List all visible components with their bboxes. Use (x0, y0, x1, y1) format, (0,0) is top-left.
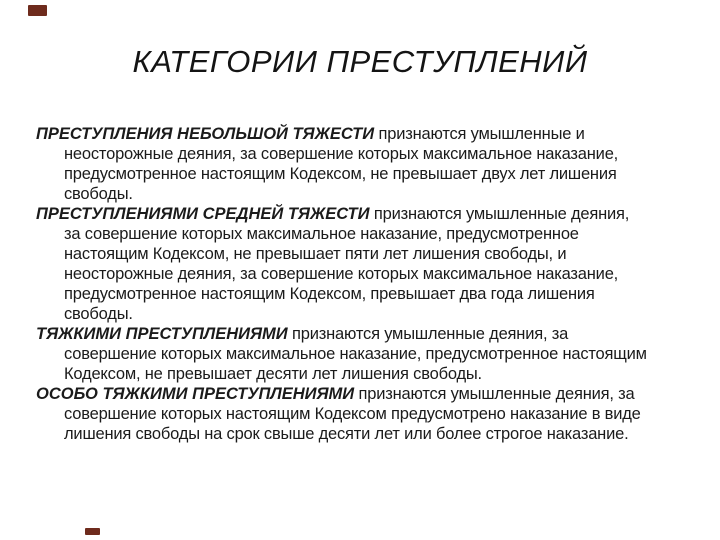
paragraph-text: признаются умышленные деяния, за совершение которых максимальное наказание, предусмотренное настоящим Кодексом, не превышает пяти лет лишения свободы, и неосторожные деяния, за совершение которых максимальное наказание, предусмотренное настоящим Кодексом, превышает два года лишения свободы. (64, 205, 630, 323)
paragraph-lead: ПРЕСТУПЛЕНИЯ НЕБОЛЬШОЙ ТЯЖЕСТИ (36, 125, 375, 143)
paragraph-text: признаются умышленные деяния, за совершение которых настоящим Кодексом предусмотрено наказание в виде лишения свободы на срок свыше десяти лет или более строгое наказание. (64, 385, 641, 443)
paragraph-minor-gravity-crimes (36, 124, 648, 204)
paragraph-grave-crimes (36, 324, 648, 384)
paragraph-text: признаются умышленные и неосторожные деяния, за совершение которых максимальное наказание, предусмотренное настоящим Кодексом, не превышает двух лет лишения свободы. (64, 125, 619, 203)
paragraph-medium-gravity-crimes (36, 204, 648, 324)
paragraph-lead: ПРЕСТУПЛЕНИЯМИ СРЕДНЕЙ ТЯЖЕСТИ (36, 205, 370, 223)
slide-title: КАТЕГОРИИ ПРЕСТУПЛЕНИЙ (132, 44, 588, 79)
paragraph-text: признаются умышленные деяния, за совершение которых максимальное наказание, предусмотренное настоящим Кодексом, не превышает десяти лет лишения свободы. (64, 325, 647, 383)
corner-decoration-top-left (28, 5, 47, 16)
paragraph-especially-grave-crimes (36, 384, 648, 444)
paragraph-lead: ТЯЖКИМИ ПРЕСТУПЛЕНИЯМИ (36, 325, 288, 343)
paragraph-lead: ОСОБО ТЯЖКИМИ ПРЕСТУПЛЕНИЯМИ (36, 385, 355, 403)
corner-decoration-bottom-left (85, 528, 100, 535)
slide-body (36, 124, 648, 444)
